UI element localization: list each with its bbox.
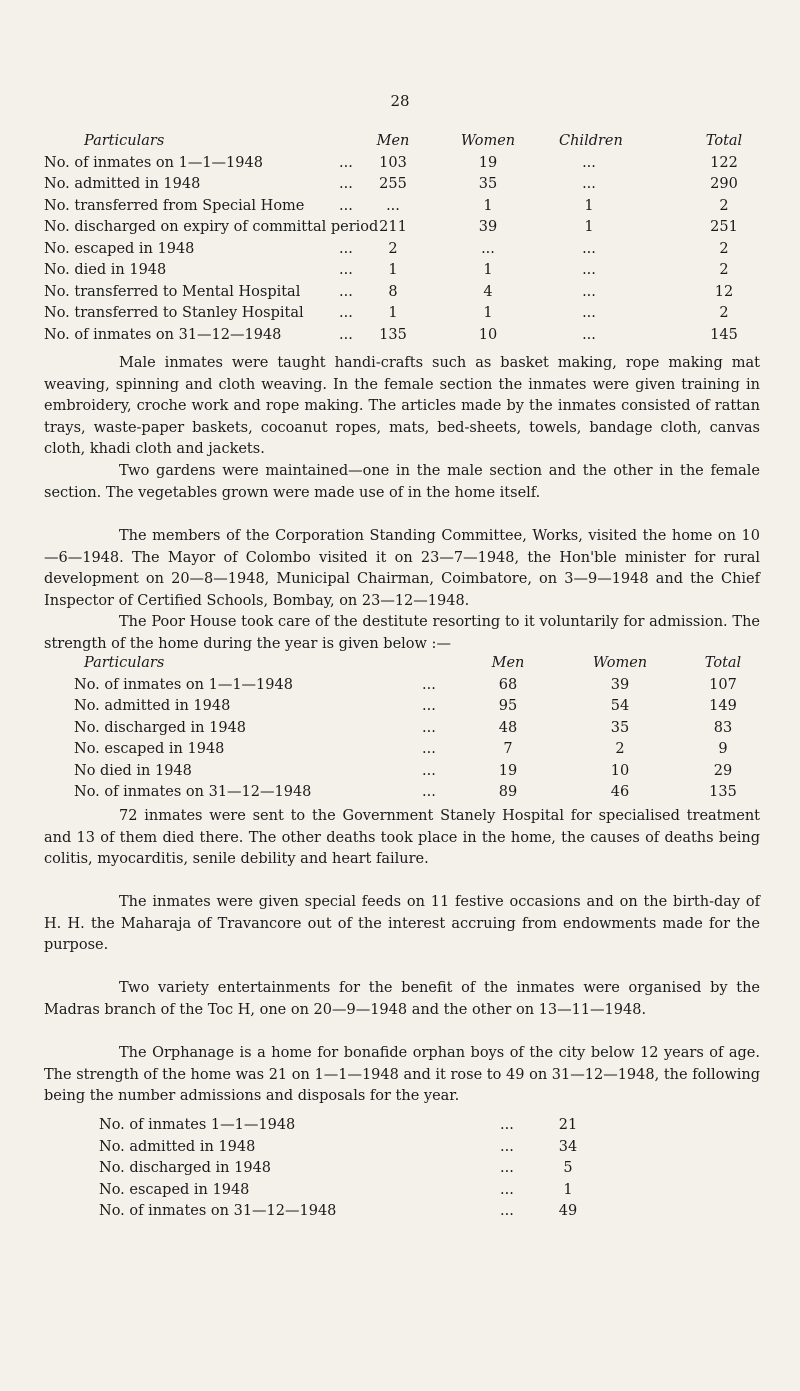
col-header-total: Total [705, 133, 743, 149]
row-dots: ... [422, 676, 436, 693]
col-header-women: Women [460, 133, 516, 149]
cell-men: 68 [498, 676, 518, 693]
paragraph-text: 72 inmates were sent to the Government Stanely Hospital for specialised treatment and 13 of them died there. The other deaths took place in the home, the causes of deaths being colitis, myocarditis, senile debility and heart failure. [44, 808, 760, 867]
paragraph-poor-house [44, 612, 760, 655]
table-row [44, 677, 760, 699]
paragraph-text: The Orphanage is a home for bonafide orphan boys of the city below 12 years of age. The strength of the home was 21 on 1—1—1948 and it rose to 49 on 31—12—1948, the following being the number admissions and disposals for the year. [44, 1045, 760, 1104]
col-header-children: Children [559, 133, 623, 149]
cell-women: 1 [483, 305, 493, 321]
paragraph-visitors [44, 526, 760, 612]
cell-women: 1 [483, 197, 493, 214]
cell-count: 5 [563, 1160, 573, 1176]
row-dots: ... [500, 1138, 514, 1155]
inmates-table [44, 133, 760, 348]
cell-women: 19 [478, 154, 498, 171]
cell-children: ... [582, 262, 596, 278]
cell-total: 149 [709, 698, 737, 714]
cell-count: 34 [558, 1138, 578, 1155]
cell-men: 19 [498, 762, 518, 779]
cell-total: 83 [713, 719, 733, 736]
cell-men: 211 [379, 219, 407, 235]
row-dots: ... [339, 305, 353, 321]
row-label: No. admitted in 1948 [74, 698, 231, 714]
row-dots: ... [339, 262, 353, 278]
cell-women: ... [481, 240, 495, 257]
cell-total: 29 [713, 762, 733, 779]
table-row [44, 262, 760, 284]
table-header [44, 655, 760, 677]
table-row [44, 741, 760, 763]
cell-total: 251 [710, 219, 738, 235]
cell-women: 2 [615, 741, 625, 757]
paragraph-gardens [44, 461, 760, 504]
cell-children: ... [582, 326, 596, 343]
row-label: No. escaped in 1948 [44, 240, 195, 257]
cell-women: 39 [610, 676, 630, 693]
row-label: No. of inmates on 31—12—1948 [44, 326, 282, 343]
cell-total: 2 [719, 305, 729, 321]
row-label: No. admitted in 1948 [99, 1138, 256, 1155]
row-dots: ... [422, 762, 436, 779]
cell-women: 46 [610, 784, 630, 800]
table-row [44, 284, 760, 306]
row-dots: ... [500, 1117, 514, 1133]
col-header-particulars: Particulars [84, 655, 165, 671]
row-label: No. admitted in 1948 [44, 176, 201, 192]
cell-men: 1 [388, 305, 398, 321]
paragraph-feeds [44, 892, 760, 957]
cell-men: 103 [379, 154, 407, 171]
table-row [44, 784, 760, 806]
cell-total: 107 [709, 676, 737, 693]
paragraph-orphanage [44, 1043, 760, 1108]
cell-children: ... [582, 176, 596, 192]
paragraph-text: Male inmates were taught handi-crafts such as basket making, rope making mat weaving, spinning and cloth weaving. In the female section the inmates were given training in embroidery, croche work and rope making. The articles made by the inmates consisted of rattan trays, waste-paper baskets, cocoanut ropes, mats, bed-sheets, towels, bandage cloth, canvas cloth, khadi cloth and jackets. [44, 355, 760, 457]
row-label: No. of inmates on 1—1—1948 [74, 676, 293, 693]
paragraph-text: The members of the Corporation Standing Committee, Works, visited the home on 10—6—1948. The Mayor of Colombo visited it on 23—7—1948, the Hon'ble minister for rural development on 20—8—1948, Municipal Chairman, Coimbatore, on 3—9—1948 and the Chief Inspector of Certified Schools, Bombay, on 23—12—1948. [44, 528, 760, 609]
table-row [44, 305, 760, 327]
row-label: No. transferred to Mental Hospital [44, 283, 301, 300]
table-row [44, 198, 760, 220]
cell-women: 10 [610, 762, 630, 779]
cell-total: 122 [710, 154, 738, 171]
cell-total: 2 [719, 197, 729, 214]
row-label: No. of inmates on 31—12—1948 [74, 784, 312, 800]
row-label: No. discharged on expiry of committal period [44, 219, 379, 235]
row-dots: ... [422, 741, 436, 757]
row-dots: ... [339, 326, 353, 343]
cell-women: 10 [478, 326, 498, 343]
cell-total: 2 [719, 262, 729, 278]
row-dots: ... [339, 240, 353, 257]
row-label: No. escaped in 1948 [99, 1181, 250, 1198]
cell-women: 35 [610, 719, 630, 736]
table-header [44, 133, 760, 155]
paragraph-text: Two variety entertainments for the benefit of the inmates were organised by the Madras branch of the Toc H, one on 20—9—1948 and the other on 13—11—1948. [44, 980, 760, 1018]
row-dots: ... [422, 719, 436, 736]
table-row [44, 327, 760, 349]
row-label: No. transferred to Stanley Hospital [44, 305, 304, 321]
cell-men: 1 [388, 262, 398, 278]
table-row [44, 1160, 760, 1182]
table-row [44, 1139, 760, 1161]
cell-men: 135 [379, 326, 407, 343]
cell-men: 2 [388, 240, 398, 257]
cell-men: 7 [503, 741, 513, 757]
row-dots: ... [339, 197, 353, 214]
col-header-total: Total [704, 655, 742, 671]
row-label: No. of inmates on 1—1—1948 [44, 154, 263, 171]
paragraph-text: The inmates were given special feeds on 11 festive occasions and on the birth-day of H. H. the Maharaja of Travancore out of the interest accruing from endowments made for the purpose. [44, 894, 760, 953]
cell-children: ... [582, 305, 596, 321]
row-label: No. of inmates 1—1—1948 [99, 1117, 296, 1133]
col-header-women: Women [592, 655, 648, 671]
cell-men: 48 [498, 719, 518, 736]
cell-total: 12 [714, 283, 734, 300]
cell-women: 1 [483, 262, 493, 278]
cell-children: ... [582, 154, 596, 171]
row-label: No. died in 1948 [44, 262, 167, 278]
orphanage-table [44, 1117, 760, 1225]
cell-count: 1 [563, 1181, 573, 1198]
row-dots: ... [500, 1181, 514, 1198]
cell-total: 9 [718, 741, 728, 757]
col-header-men: Men [491, 655, 525, 671]
table-row [44, 1203, 760, 1225]
row-dots: ... [500, 1203, 514, 1219]
cell-women: 54 [610, 698, 630, 714]
cell-men: 8 [388, 283, 398, 300]
cell-total: 145 [710, 326, 738, 343]
cell-men: 89 [498, 784, 518, 800]
table-row [44, 698, 760, 720]
row-label: No. escaped in 1948 [74, 741, 225, 757]
table-row [44, 176, 760, 198]
table-row [44, 1117, 760, 1139]
table-row [44, 219, 760, 241]
cell-women: 39 [478, 219, 498, 235]
cell-men: 95 [498, 698, 518, 714]
table-row [44, 1182, 760, 1204]
row-dots: ... [500, 1160, 514, 1176]
cell-total: 135 [709, 784, 737, 800]
row-dots: ... [339, 154, 353, 171]
col-header-particulars: Particulars [84, 133, 165, 149]
cell-children: ... [582, 240, 596, 257]
cell-count: 49 [558, 1203, 578, 1219]
row-dots: ... [339, 283, 353, 300]
cell-total: 2 [719, 240, 729, 257]
row-dots: ... [422, 698, 436, 714]
row-dots: ... [422, 784, 436, 800]
cell-men: 255 [379, 176, 407, 192]
cell-children: 1 [584, 197, 594, 214]
paragraph-handicrafts [44, 353, 760, 461]
cell-men: ... [386, 197, 400, 214]
row-label: No. transferred from Special Home [44, 197, 305, 214]
table-row [44, 720, 760, 742]
row-label: No died in 1948 [74, 762, 192, 779]
row-dots: ... [339, 176, 353, 192]
cell-women: 35 [478, 176, 498, 192]
row-label: No. discharged in 1948 [99, 1160, 272, 1176]
paragraph-entertainments [44, 978, 760, 1021]
row-label: No. of inmates on 31—12—1948 [99, 1203, 337, 1219]
paragraph-text: The Poor House took care of the destitute resorting to it voluntarily for admission. The strength of the home during the year is given below :— [44, 614, 760, 652]
table-row [44, 763, 760, 785]
poor-house-table [44, 655, 760, 806]
cell-count: 21 [558, 1117, 578, 1133]
paragraph-text: Two gardens were maintained—one in the male section and the other in the female section. The vegetables grown were made use of in the home itself. [44, 463, 760, 501]
col-header-men: Men [376, 133, 410, 149]
cell-women: 4 [483, 283, 493, 300]
table-row [44, 241, 760, 263]
page-number: 28 [390, 92, 410, 110]
cell-children: 1 [584, 219, 594, 235]
row-label: No. discharged in 1948 [74, 719, 247, 736]
table-row [44, 155, 760, 177]
cell-children: ... [582, 283, 596, 300]
cell-total: 290 [710, 176, 738, 192]
paragraph-hospital [44, 806, 760, 871]
